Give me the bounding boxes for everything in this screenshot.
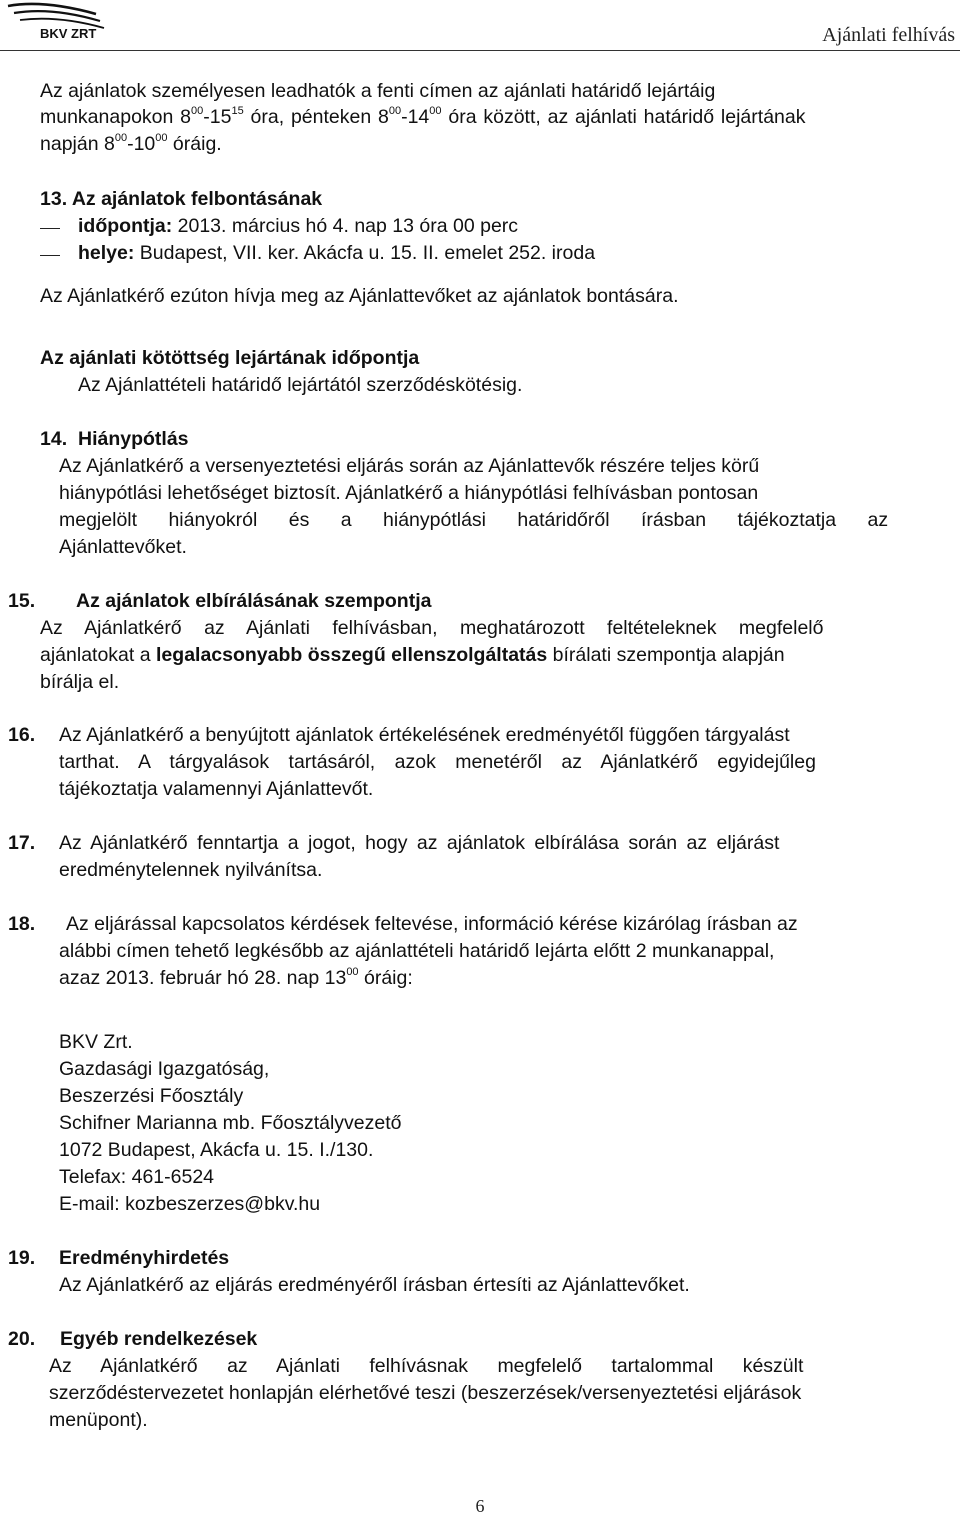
s14-line-4: Ajánlattevőket.: [59, 536, 187, 558]
address-line: Gazdasági Igazgatóság,: [59, 1058, 270, 1080]
section-20-title: Egyéb rendelkezések: [60, 1328, 258, 1350]
s16-line-1: Az Ajánlatkérő a benyújtott ajánlatok értékelésének eredményétől függően tárgyalást: [59, 724, 790, 746]
s15-line-2: ajánlatokat a legalacsonyabb összegű ellenszolgáltatás bírálati szempontja alapján: [40, 644, 785, 666]
s20-line-1: Az Ajánlatkérő az Ajánlati felhívásnak megfelelő tartalommal készült: [49, 1355, 804, 1377]
section-18-number: 18.: [8, 913, 36, 935]
section-13-title: Az ajánlatok felbontásának: [71, 188, 323, 210]
page-number: 6: [475, 1496, 485, 1516]
opening-invite: Az Ajánlatkérő ezúton hívja meg az Ajánlattevőket az ajánlatok bontására.: [40, 285, 679, 307]
section-19-number: 19.: [8, 1247, 36, 1269]
opening-date: időpontja: 2013. március hó 4. nap 13 óra 00 perc: [78, 215, 519, 237]
s18-line-3: azaz 2013. február hó 28. nap $13^{00}$ óráig:: [59, 966, 413, 989]
section-19-title: Eredményhirdetés: [59, 1247, 230, 1269]
s17-line-1: Az Ajánlatkérő fenntartja a jogot, hogy az ajánlatok elbírálása során az eljárást: [59, 832, 780, 854]
section-15-number: 15.: [8, 590, 36, 612]
dash-bullet: [40, 255, 60, 256]
address-line: Beszerzési Főosztály: [59, 1085, 244, 1107]
address-line: 1072 Budapest, Akácfa u. 15. I./130.: [59, 1139, 374, 1161]
section-20-number: 20.: [8, 1328, 36, 1350]
bkv-logo: [0, 0, 122, 44]
s20-line-2: szerződéstervezetet honlapján elérhetővé teszi (beszerzések/versenyeztetési eljárások: [49, 1382, 802, 1404]
s18-line-2: alábbi címen tehető legkésőbb az ajánlattételi határidő lejárta előtt 2 munkanappal,: [59, 940, 775, 962]
s18-line-1: Az eljárással kapcsolatos kérdések feltevése, információ kérése kizárólag írásban az: [66, 913, 798, 935]
s14-line-1: Az Ajánlatkérő a versenyeztetési eljárás során az Ajánlattevők részére teljes körű: [59, 455, 760, 477]
email-link[interactable]: E-mail: kozbeszerzes@bkv.hu: [59, 1193, 321, 1215]
section-16-number: 16.: [8, 724, 36, 746]
s14-line-3: megjelölt hiányokról és a hiánypótlási határidőről írásban tájékoztatja az: [59, 509, 889, 531]
header-rule: [0, 50, 960, 51]
intro-line-3: napján $8^{00}-10^{00}$ óráig.: [40, 132, 222, 155]
header-title: Ajánlati felhívás: [822, 24, 955, 46]
opening-place: helye: Budapest, VII. ker. Akácfa u. 15. II. emelet 252. iroda: [78, 242, 596, 264]
section-13-heading: [40, 186, 322, 212]
section-15-title: Az ajánlatok elbírálásának szempontja: [76, 590, 432, 612]
section-14-number: 14.: [40, 428, 68, 450]
page-header: [0, 0, 960, 56]
s20-line-3: menüpont).: [49, 1409, 148, 1431]
s16-line-3: tájékoztatja valamennyi Ajánlattevőt.: [59, 778, 374, 800]
logo-text: BKV ZRT: [40, 26, 97, 41]
s15-line-1: Az Ajánlatkérő az Ajánlati felhívásban, meghatározott feltételeknek megfelelő: [40, 617, 824, 639]
section-14-title: Hiánypótlás: [78, 428, 189, 450]
intro-text-1: Az ajánlatok személyesen leadhatók a fenti címen az ajánlati határidő lejártáig: [40, 80, 716, 102]
section-17-number: 17.: [8, 832, 36, 854]
s19-line-1: Az Ajánlatkérő az eljárás eredményéről írásban értesíti az Ajánlattevőket.: [59, 1274, 690, 1296]
s14-line-2: hiánypótlási lehetőséget biztosít. Ajánlatkérő a hiánypótlási felhívásban pontosan: [59, 482, 759, 504]
section-13-number: 13.: [40, 188, 68, 210]
intro-line-2: munkanapokon $8^{00}-15^{15}$ óra, pénteken $8^{00}-14^{00}$ óra között, az ajánlati határidő lejártának: [40, 105, 806, 128]
binding-text: Az Ajánlattételi határidő lejártától szerződéskötésig.: [78, 374, 523, 396]
s17-line-2: eredménytelennek nyilvánítsa.: [59, 859, 323, 881]
binding-title: Az ajánlati kötöttség lejártának időpontja: [40, 347, 420, 369]
address-line: Telefax: 461-6524: [59, 1166, 215, 1188]
address-line: BKV Zrt.: [59, 1031, 133, 1053]
s16-line-2: tarthat. A tárgyalások tartásáról, azok menetéről az Ajánlatkérő egyidejűleg: [59, 751, 816, 773]
address-line: Schifner Marianna mb. Főosztályvezető: [59, 1112, 402, 1134]
intro-line-1: [40, 78, 955, 104]
dash-bullet: [40, 228, 60, 229]
s15-line-3: bírálja el.: [40, 671, 120, 693]
